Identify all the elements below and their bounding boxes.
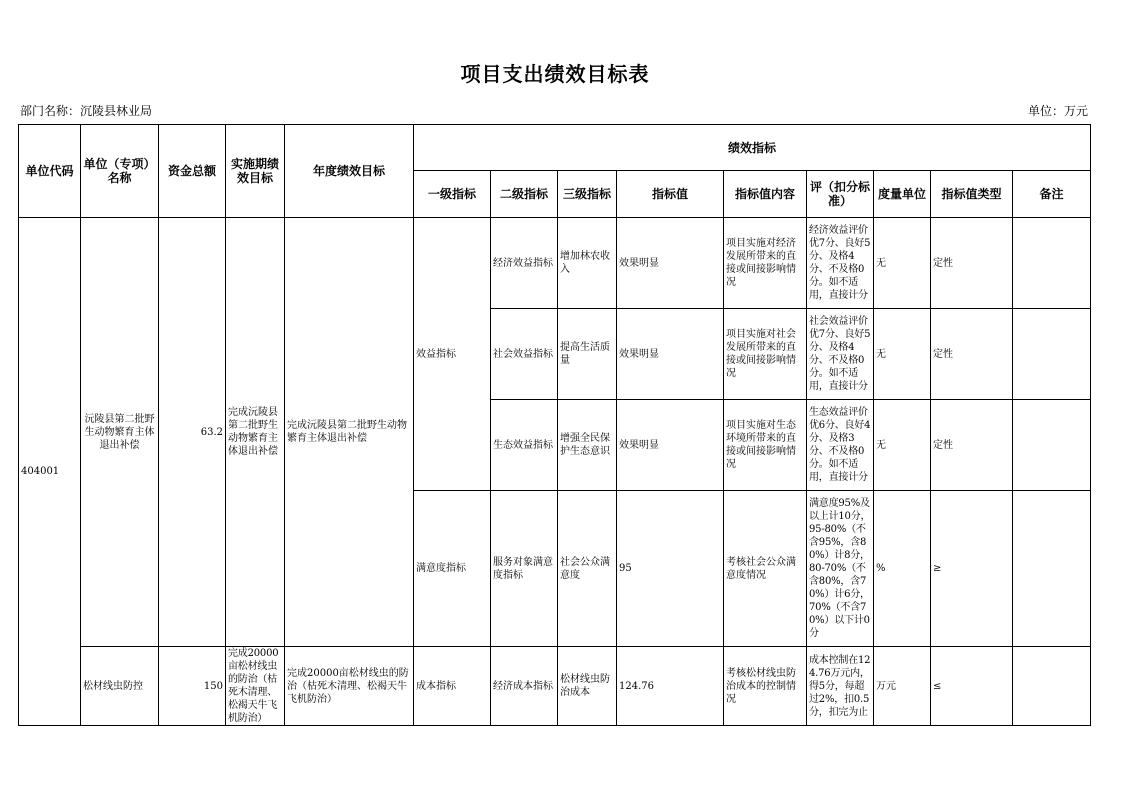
remark-cell (1013, 400, 1091, 491)
header-level3: 三级指标 (558, 171, 617, 218)
header-scoring: 评（扣分标准） (807, 171, 874, 218)
content-cell: 考核社会公众满意度情况 (724, 491, 807, 647)
content-cell: 考核松材线虫防治成本的控制情况 (724, 647, 807, 726)
project-name-cell: 松材线虫防控 (81, 647, 159, 726)
level3-cell: 社会公众满意度 (558, 491, 617, 647)
funds-cell: 63.2 (159, 218, 226, 647)
header-annual-goal: 年度绩效目标 (285, 125, 414, 218)
level3-cell: 增强全民保护生态意识 (558, 400, 617, 491)
content-cell: 项目实施对社会发展所带来的直接或间接影响情况 (724, 309, 807, 400)
value-type-cell: ≤ (931, 647, 1013, 726)
header-measure-unit: 度量单位 (874, 171, 931, 218)
measure-unit-cell: 无 (874, 309, 931, 400)
header-level2: 二级指标 (491, 171, 558, 218)
scoring-cell: 生态效益评价优6分、良好4分、及格3分、不及格0分。如不适用，直接计分 (807, 400, 874, 491)
header-unit-name: 单位（专项）名称 (81, 125, 159, 218)
header-total-funds: 资金总额 (159, 125, 226, 218)
project-name-cell: 沅陵县第二批野生动物繁育主体退出补偿 (81, 218, 159, 647)
funds-cell: 150 (159, 647, 226, 726)
scoring-cell: 社会效益评价优7分、良好5分、及格4分、不及格0分。如不适用，直接计分 (807, 309, 874, 400)
page-title: 项目支出绩效目标表 (460, 62, 650, 86)
remark-cell (1013, 647, 1091, 726)
performance-target-table (18, 124, 1091, 726)
period-goal-cell: 完成20000亩松材线虫的防治（枯死木清理、松褐天牛飞机防治） (226, 647, 285, 726)
unit-code-cell: 404001 (19, 218, 81, 726)
header-remark: 备注 (1013, 171, 1091, 218)
annual-goal-cell: 完成沅陵县第二批野生动物繁育主体退出补偿 (285, 218, 414, 647)
department-label: 部门名称：沉陵县林业局 (20, 104, 153, 118)
value-type-cell: 定性 (931, 400, 1013, 491)
header-period-goal: 实施期绩效目标 (226, 125, 285, 218)
value-cell: 124.76 (617, 647, 724, 726)
period-goal-cell: 完成沅陵县第二批野生动物繁育主体退出补偿 (226, 218, 285, 647)
scoring-cell: 满意度95%及以上计10分，95-80%（不含95%，含80%）计8分，80-70%（不含80%，含70%）计6分，70%（不含70%）以下计0分 (807, 491, 874, 647)
header-level1: 一级指标 (414, 171, 491, 218)
table-row (19, 647, 1091, 726)
scoring-cell: 经济效益评价优7分、良好5分、及格4分、不及格0分。如不适用，直接计分 (807, 218, 874, 309)
header-value: 指标值 (617, 171, 724, 218)
value-type-cell: 定性 (931, 218, 1013, 309)
header-value-type: 指标值类型 (931, 171, 1013, 218)
level2-cell: 生态效益指标 (491, 400, 558, 491)
level2-cell: 经济效益指标 (491, 218, 558, 309)
level3-cell: 增加林农收入 (558, 218, 617, 309)
value-cell: 95 (617, 491, 724, 647)
level3-cell: 松材线虫防治成本 (558, 647, 617, 726)
content-cell: 项目实施对生态环境所带来的直接或间接影响情况 (724, 400, 807, 491)
value-type-cell: 定性 (931, 309, 1013, 400)
level2-cell: 经济成本指标 (491, 647, 558, 726)
value-cell: 效果明显 (617, 309, 724, 400)
header-unit-code: 单位代码 (19, 125, 81, 218)
level1-cell: 成本指标 (414, 647, 491, 726)
value-cell: 效果明显 (617, 400, 724, 491)
level3-cell: 提高生活质量 (558, 309, 617, 400)
level1-cell: 效益指标 (414, 218, 491, 491)
remark-cell (1013, 218, 1091, 309)
header-content: 指标值内容 (724, 171, 807, 218)
annual-goal-cell: 完成20000亩松材线虫的防治（枯死木清理、松褐天牛飞机防治） (285, 647, 414, 726)
level1-cell: 满意度指标 (414, 491, 491, 647)
content-cell: 项目实施对经济发展所带来的直接或间接影响情况 (724, 218, 807, 309)
value-cell: 效果明显 (617, 218, 724, 309)
remark-cell (1013, 491, 1091, 647)
scoring-cell: 成本控制在124.76万元内，得5分，每超过2%，扣0.5分，扣完为止 (807, 647, 874, 726)
value-type-cell: ≥ (931, 491, 1013, 647)
remark-cell (1013, 309, 1091, 400)
measure-unit-cell: 无 (874, 400, 931, 491)
table-row (19, 218, 1091, 309)
measure-unit-cell: 万元 (874, 647, 931, 726)
measure-unit-cell: % (874, 491, 931, 647)
level2-cell: 社会效益指标 (491, 309, 558, 400)
level2-cell: 服务对象满意度指标 (491, 491, 558, 647)
header-indicators: 绩效指标 (414, 125, 1091, 171)
currency-unit-label: 单位：万元 (1027, 104, 1088, 118)
measure-unit-cell: 无 (874, 218, 931, 309)
